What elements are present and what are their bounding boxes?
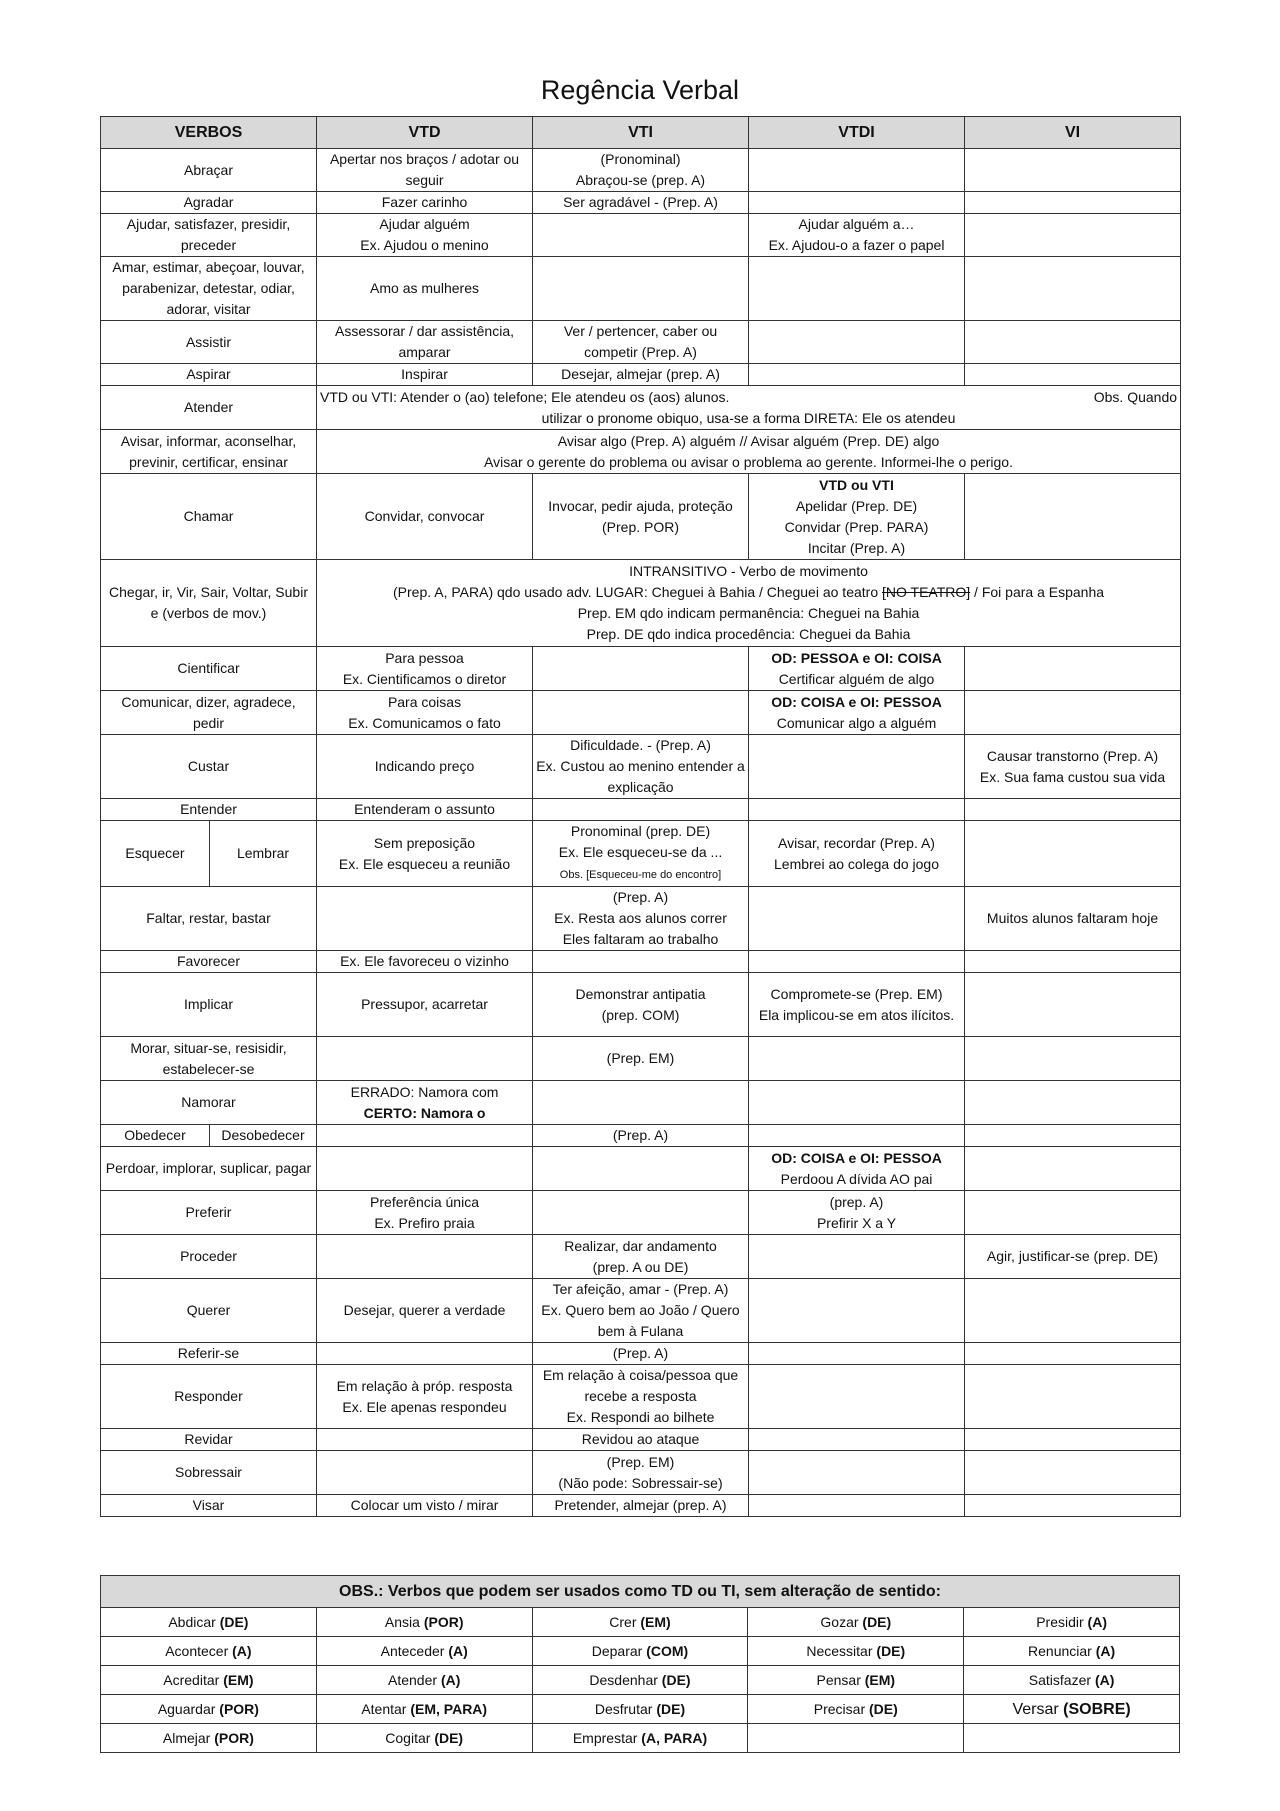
vtd-cell — [317, 1343, 533, 1365]
vtd-cell — [317, 1235, 533, 1279]
obs-row — [101, 1637, 1180, 1666]
vtdi-cell — [749, 1495, 965, 1517]
table-row — [101, 973, 1181, 1037]
vtd-cell: Em relação à próp. resposta Ex. Ele apenas respondeu — [317, 1365, 533, 1429]
obs-row — [101, 1666, 1180, 1695]
verb-cell: Namorar — [101, 1081, 317, 1125]
verb-cell: Favorecer — [101, 951, 317, 973]
verb-cell: Entender — [101, 799, 317, 821]
vi-cell — [965, 1451, 1181, 1495]
vti-cell: Desejar, almejar (prep. A) — [533, 364, 749, 386]
verb-cell: Chegar, ir, Vir, Sair, Voltar, Subir e (verbos de mov.) — [101, 560, 317, 647]
span-line: Avisar o gerente do problema ou avisar o problema ao gerente. Informei-lhe o perigo. — [484, 453, 1013, 470]
vi-cell — [965, 214, 1181, 257]
table-row — [101, 364, 1181, 386]
table-row — [101, 1037, 1181, 1081]
vi-cell — [965, 821, 1181, 887]
obs-row — [101, 1695, 1180, 1724]
verb-cell: Querer — [101, 1279, 317, 1343]
vtdi-cell — [749, 1235, 965, 1279]
vi-cell — [965, 1279, 1181, 1343]
vtd-cell: Para coisas Ex. Comunicamos o fato — [317, 691, 533, 735]
table-row — [101, 821, 1181, 887]
vtd-cell: Indicando preço — [317, 735, 533, 799]
verb-cell: Cientificar — [101, 647, 317, 691]
obs-row — [101, 1608, 1180, 1637]
vti-cell: Ter afeição, amar - (Prep. A) Ex. Quero bem ao João / Quero bem à Fulana — [533, 1279, 749, 1343]
vi-cell: Causar transtorno (Prep. A) Ex. Sua fama custou sua vida — [965, 735, 1181, 799]
verb-cell: Sobressair — [101, 1451, 317, 1495]
vtdi-cell: OD: COISA e OI: PESSOA Perdoou A dívida AO pai — [749, 1147, 965, 1191]
span-line: Avisar algo (Prep. A) alguém // Avisar alguém (Prep. DE) algo — [557, 432, 940, 449]
vtdi-cell — [749, 1365, 965, 1429]
vti-cell: Ver / pertencer, caber ou competir (Prep. A) — [533, 321, 749, 364]
vi-cell — [965, 1191, 1181, 1235]
vi-cell — [965, 474, 1181, 560]
table-row — [101, 430, 1181, 474]
obs-cell: Acontecer (A) — [101, 1637, 317, 1666]
vtdi-cell: OD: PESSOA e OI: COISA Certificar alguém de algo — [749, 647, 965, 691]
verb-cell: Proceder — [101, 1235, 317, 1279]
obs-cell: Desdenhar (DE) — [532, 1666, 748, 1695]
span-line: utilizar o pronome obiquo, usa-se a forma DIRETA: Ele os atendeu — [541, 409, 956, 426]
vtd-cell: Apertar nos braços / adotar ou seguir — [317, 149, 533, 192]
span-line: VTD ou VTI: Atender o (ao) telefone; Ele atendeu os (aos) alunos. — [320, 388, 730, 405]
header-verbos: VERBOS — [101, 117, 317, 149]
vi-cell — [965, 973, 1181, 1037]
verb-cell: Obedecer — [101, 1125, 210, 1147]
vti-cell: Realizar, dar andamento (prep. A ou DE) — [533, 1235, 749, 1279]
table-row — [101, 474, 1181, 560]
vi-cell — [965, 257, 1181, 321]
verb-cell: Referir-se — [101, 1343, 317, 1365]
vti-cell: (Pronominal) Abraçou-se (prep. A) — [533, 149, 749, 192]
vti-cell: Em relação à coisa/pessoa que recebe a resposta Ex. Respondi ao bilhete — [533, 1365, 749, 1429]
span-line: INTRANSITIVO - Verbo de movimento — [629, 563, 868, 579]
vtdi-cell — [749, 1125, 965, 1147]
vti-cell: (Prep. A) — [533, 1343, 749, 1365]
regencia-table — [100, 116, 1181, 1517]
vtd-cell — [317, 1429, 533, 1451]
vtd-cell: Fazer carinho — [317, 192, 533, 214]
vti-cell — [533, 799, 749, 821]
table-row — [101, 691, 1181, 735]
verb-cell: Atender — [101, 386, 317, 430]
vi-cell — [965, 364, 1181, 386]
obs-cell: Atender (A) — [316, 1666, 532, 1695]
span-cell — [317, 430, 1181, 474]
vtd-cell: Entenderam o assunto — [317, 799, 533, 821]
obs-cell: Acreditar (EM) — [101, 1666, 317, 1695]
table-row — [101, 386, 1181, 430]
header-vi: VI — [965, 117, 1181, 149]
table-row — [101, 149, 1181, 192]
obs-cell: Presidir (A) — [964, 1608, 1180, 1637]
vtdi-cell — [749, 257, 965, 321]
obs-cell: Pensar (EM) — [748, 1666, 964, 1695]
obs-title: OBS.: Verbos que podem ser usados como TD ou TI, sem alteração de sentido: — [101, 1576, 1180, 1608]
vtd-cell — [317, 1125, 533, 1147]
vti-cell: Demonstrar antipatia (prep. COM) — [533, 973, 749, 1037]
obs-cell — [748, 1724, 964, 1753]
table-row — [101, 1191, 1181, 1235]
vtd-cell: Convidar, convocar — [317, 474, 533, 560]
vti-cell — [533, 951, 749, 973]
vtdi-cell: OD: COISA e OI: PESSOA Comunicar algo a alguém — [749, 691, 965, 735]
table-row — [101, 1235, 1181, 1279]
vi-cell — [965, 951, 1181, 973]
obs-cell: Desfrutar (DE) — [532, 1695, 748, 1724]
vtd-cell: Pressupor, acarretar — [317, 973, 533, 1037]
vi-cell — [965, 1147, 1181, 1191]
vtd-cell — [317, 1147, 533, 1191]
verb-cell: Morar, situar-se, resisidir, estabelecer-se — [101, 1037, 317, 1081]
vti-cell — [533, 647, 749, 691]
obs-cell: Satisfazer (A) — [964, 1666, 1180, 1695]
vi-cell — [965, 1343, 1181, 1365]
vi-cell — [965, 1081, 1181, 1125]
vi-cell — [965, 1365, 1181, 1429]
vi-cell — [965, 1125, 1181, 1147]
vi-cell — [965, 192, 1181, 214]
vi-cell — [965, 799, 1181, 821]
verb-cell: Abraçar — [101, 149, 317, 192]
vtdi-cell: (prep. A) Prefirir X a Y — [749, 1191, 965, 1235]
vti-cell: (Prep. A) Ex. Resta aos alunos correr Eles faltaram ao trabalho — [533, 887, 749, 951]
vti-cell — [533, 214, 749, 257]
verb-cell: Comunicar, dizer, agradece, pedir — [101, 691, 317, 735]
vti-cell: (Prep. EM) (Não pode: Sobressair-se) — [533, 1451, 749, 1495]
span-cell — [317, 560, 1181, 647]
vtd-cell: Ex. Ele favoreceu o vizinho — [317, 951, 533, 973]
vtd-cell: Assessorar / dar assistência, amparar — [317, 321, 533, 364]
vi-cell — [965, 647, 1181, 691]
vtdi-cell — [749, 735, 965, 799]
verb-cell: Revidar — [101, 1429, 317, 1451]
vtdi-cell: VTD ou VTI Apelidar (Prep. DE) Convidar (Prep. PARA) Incitar (Prep. A) — [749, 474, 965, 560]
table-row — [101, 647, 1181, 691]
vtdi-cell — [749, 149, 965, 192]
verb-cell: Faltar, restar, bastar — [101, 887, 317, 951]
table-row — [101, 1429, 1181, 1451]
verb-cell: Responder — [101, 1365, 317, 1429]
table-row — [101, 1365, 1181, 1429]
vtd-cell: Colocar um visto / mirar — [317, 1495, 533, 1517]
vti-cell: Revidou ao ataque — [533, 1429, 749, 1451]
vtdi-cell — [749, 1343, 965, 1365]
obs-cell: Atentar (EM, PARA) — [316, 1695, 532, 1724]
span-line: Obs. Quando — [1093, 388, 1178, 405]
vtd-cell: Desejar, querer a verdade — [317, 1279, 533, 1343]
vti-cell: (Prep. A) — [533, 1125, 749, 1147]
verb-cell: Implicar — [101, 973, 317, 1037]
page-title: Regência Verbal — [540, 75, 740, 105]
vti-cell: Pronominal (prep. DE) Ex. Ele esqueceu-se da ... Obs. [Esqueceu-me do encontro] — [533, 821, 749, 887]
verb-cell: Amar, estimar, abeçoar, louvar, parabenizar, detestar, odiar, adorar, visitar — [101, 257, 317, 321]
vi-cell — [965, 149, 1181, 192]
verb-cell-2: Lembrar — [210, 821, 317, 887]
vtdi-cell — [749, 1037, 965, 1081]
table-row — [101, 192, 1181, 214]
header-row — [101, 117, 1181, 149]
obs-cell: Almejar (POR) — [101, 1724, 317, 1753]
table-row — [101, 560, 1181, 647]
vi-cell — [965, 1429, 1181, 1451]
table-row — [101, 735, 1181, 799]
obs-header-row — [101, 1576, 1180, 1608]
obs-table — [100, 1575, 1180, 1753]
vti-cell — [533, 1081, 749, 1125]
vtdi-cell: Avisar, recordar (Prep. A) Lembrei ao colega do jogo — [749, 821, 965, 887]
vtdi-cell — [749, 364, 965, 386]
table-row — [101, 214, 1181, 257]
vtd-cell: Preferência única Ex. Prefiro praia — [317, 1191, 533, 1235]
vi-cell — [965, 1037, 1181, 1081]
verb-cell: Chamar — [101, 474, 317, 560]
header-vtd: VTD — [317, 117, 533, 149]
obs-cell — [964, 1724, 1180, 1753]
header-vti: VTI — [533, 117, 749, 149]
verb-cell: Perdoar, implorar, suplicar, pagar — [101, 1147, 317, 1191]
verb-cell: Avisar, informar, aconselhar, previnir, certificar, ensinar — [101, 430, 317, 474]
vtdi-cell — [749, 321, 965, 364]
verb-cell: Custar — [101, 735, 317, 799]
vtd-cell: Sem preposição Ex. Ele esqueceu a reunião — [317, 821, 533, 887]
table-row — [101, 951, 1181, 973]
verb-cell: Preferir — [101, 1191, 317, 1235]
span-line: Prep. EM qdo indicam permanência: Cheguei na Bahia — [577, 605, 920, 621]
vtd-cell: ERRADO: Namora com CERTO: Namora o — [317, 1081, 533, 1125]
obs-cell: Precisar (DE) — [748, 1695, 964, 1724]
vti-cell: Invocar, pedir ajuda, proteção (Prep. POR) — [533, 474, 749, 560]
vtdi-cell — [749, 1429, 965, 1451]
vtd-cell: Para pessoa Ex. Cientificamos o diretor — [317, 647, 533, 691]
span-cell — [317, 386, 1181, 430]
obs-cell: Ansia (POR) — [316, 1608, 532, 1637]
table-row — [101, 1451, 1181, 1495]
table-row — [101, 321, 1181, 364]
obs-cell: Gozar (DE) — [748, 1608, 964, 1637]
header-vtdi: VTDI — [749, 117, 965, 149]
vtdi-cell — [749, 887, 965, 951]
vti-cell — [533, 1147, 749, 1191]
table-row — [101, 799, 1181, 821]
verb-cell: Agradar — [101, 192, 317, 214]
obs-cell: Crer (EM) — [532, 1608, 748, 1637]
vti-cell: Ser agradável - (Prep. A) — [533, 192, 749, 214]
vti-cell — [533, 257, 749, 321]
vi-cell: Muitos alunos faltaram hoje — [965, 887, 1181, 951]
verb-cell: Aspirar — [101, 364, 317, 386]
vtdi-cell — [749, 1081, 965, 1125]
table-row — [101, 1495, 1181, 1517]
vtd-cell — [317, 1451, 533, 1495]
table-row — [101, 887, 1181, 951]
vtd-cell — [317, 1037, 533, 1081]
obs-cell: Emprestar (A, PARA) — [532, 1724, 748, 1753]
obs-cell: Anteceder (A) — [316, 1637, 532, 1666]
span-line: Prep. DE qdo indica procedência: Cheguei da Bahia — [586, 626, 911, 642]
obs-cell: Cogitar (DE) — [316, 1724, 532, 1753]
obs-cell: Aguardar (POR) — [101, 1695, 317, 1724]
vi-cell — [965, 321, 1181, 364]
vti-cell: Pretender, almejar (prep. A) — [533, 1495, 749, 1517]
obs-cell: Versar (SOBRE) — [964, 1695, 1180, 1724]
table-row — [101, 1279, 1181, 1343]
vtdi-cell — [749, 192, 965, 214]
vti-cell — [533, 691, 749, 735]
vtdi-cell: Compromete-se (Prep. EM) Ela implicou-se em atos ilícitos. — [749, 973, 965, 1037]
table-row — [101, 1125, 1181, 1147]
vtdi-cell — [749, 951, 965, 973]
vtdi-cell — [749, 799, 965, 821]
vi-cell: Agir, justificar-se (prep. DE) — [965, 1235, 1181, 1279]
vtdi-cell — [749, 1279, 965, 1343]
table-row — [101, 1147, 1181, 1191]
obs-cell: Necessitar (DE) — [748, 1637, 964, 1666]
obs-row — [101, 1724, 1180, 1753]
vtd-cell: Ajudar alguém Ex. Ajudou o menino — [317, 214, 533, 257]
obs-cell: Deparar (COM) — [532, 1637, 748, 1666]
vtdi-cell: Ajudar alguém a… Ex. Ajudou-o a fazer o papel — [749, 214, 965, 257]
obs-cell: Renunciar (A) — [964, 1637, 1180, 1666]
vi-cell — [965, 1495, 1181, 1517]
vti-cell: Dificuldade. - (Prep. A) Ex. Custou ao menino entender a explicação — [533, 735, 749, 799]
table-row — [101, 1081, 1181, 1125]
vti-cell: (Prep. EM) — [533, 1037, 749, 1081]
vi-cell — [965, 691, 1181, 735]
vtdi-cell — [749, 1451, 965, 1495]
verb-cell: Esquecer — [101, 821, 210, 887]
vti-cell — [533, 1191, 749, 1235]
vtd-cell: Inspirar — [317, 364, 533, 386]
verb-cell: Ajudar, satisfazer, presidir, preceder — [101, 214, 317, 257]
span-line: (Prep. A, PARA) qdo usado adv. LUGAR: Cheguei à Bahia / Cheguei ao teatro [NO TEATRO] / Foi para a Espanha — [393, 584, 1105, 600]
verb-cell-2: Desobedecer — [210, 1125, 317, 1147]
verb-cell: Assistir — [101, 321, 317, 364]
obs-cell: Abdicar (DE) — [101, 1608, 317, 1637]
table-row — [101, 257, 1181, 321]
table-row — [101, 1343, 1181, 1365]
vtd-cell — [317, 887, 533, 951]
verb-cell: Visar — [101, 1495, 317, 1517]
vtd-cell: Amo as mulheres — [317, 257, 533, 321]
